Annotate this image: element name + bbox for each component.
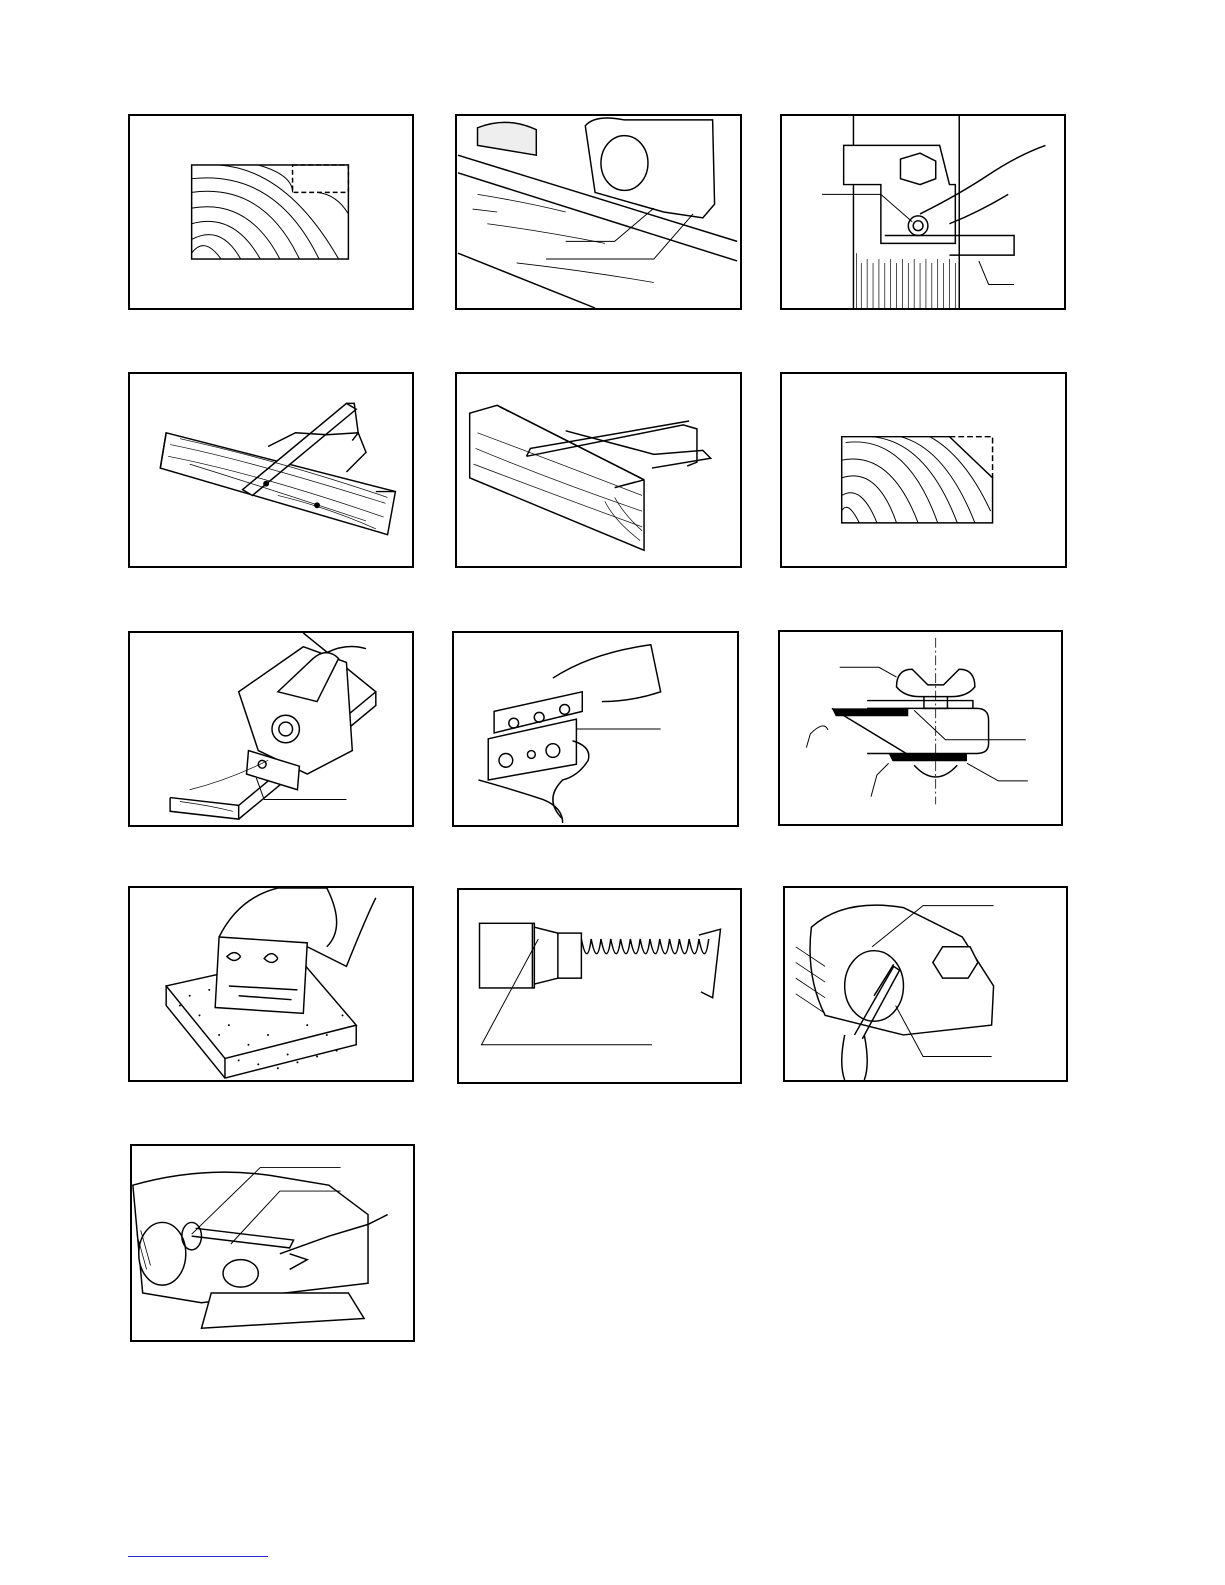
edge-fence-perspective-icon [457, 374, 740, 566]
wood-grain-chamfer-icon [782, 374, 1065, 566]
planer-on-board-chamfer-icon [130, 633, 412, 825]
figure-planer-chamfer-groove [128, 631, 414, 827]
figure-planer-side-screw [130, 1144, 415, 1342]
blade-holder-in-hands-icon [454, 633, 737, 825]
edge-fence-on-board-icon [130, 374, 412, 566]
figure-wood-grain-rebate [128, 114, 414, 310]
planer-side-screwdriver-icon [132, 1146, 413, 1340]
figure-blade-gauge-diagram [778, 630, 1063, 826]
footer-rule [128, 1556, 268, 1557]
planer-guide-knob-hand-icon [782, 116, 1064, 308]
sharpening-blade-on-stone-icon [130, 888, 412, 1080]
figure-fence-perspective [455, 372, 742, 568]
figure-planer-knob-adjust [780, 114, 1066, 310]
planer-sole-on-board-icon [457, 116, 740, 308]
wood-grain-square-cut-icon [130, 116, 412, 308]
carbon-brush-spring-icon [459, 890, 740, 1082]
figure-planer-depth-on-board [455, 114, 742, 310]
blade-gauge-wing-nut-diagram-icon [780, 632, 1061, 824]
figure-brush-cap [783, 886, 1068, 1082]
figure-fence-on-board [128, 372, 414, 568]
figure-wood-grain-chamfer [780, 372, 1067, 568]
figure-sharpen-on-stone [128, 886, 414, 1082]
figure-blade-in-hands [452, 631, 739, 827]
figure-carbon-brush [457, 888, 742, 1084]
brush-cap-screwdriver-icon [785, 888, 1066, 1080]
